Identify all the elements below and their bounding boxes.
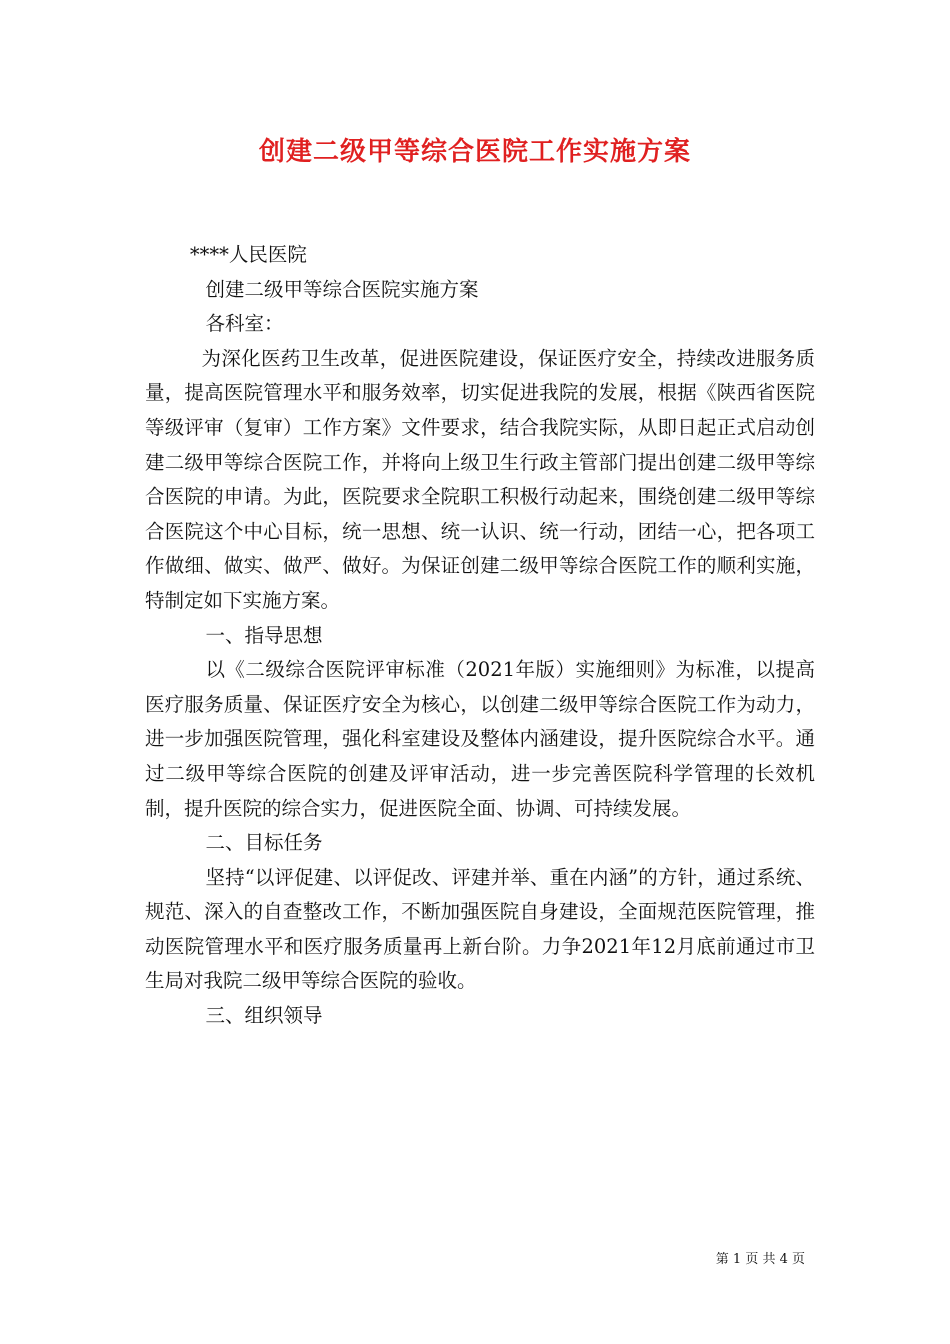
section-heading-guiding-ideology: 一、指导思想 (205, 623, 323, 647)
document-body (145, 238, 815, 1034)
hospital-name: ****人民医院 (189, 243, 307, 266)
page-number: 第 1 页 共 4 页 (715, 1252, 805, 1267)
section-text-guiding-ideology: 以《二级综合医院评审标准（2021年版）实施细则》为标准，以提高医疗服务质量、保证医疗安全为核心，以创建二级甲等综合医院工作为动力，进一步加强医院管理，强化科室建设及整体内涵建设，提升医院综合水平。通过二级甲等综合医院的创建及评审活动，进一步完善医院科学管理的长效机制，提升医院的综合实力，促进医院全面、协调、可持续发展。 (145, 658, 815, 820)
document-subtitle: 创建二级甲等综合医院实施方案 (205, 277, 479, 301)
salutation: 各科室： (205, 312, 284, 336)
section-heading-goals: 二、目标任务 (205, 831, 323, 855)
document-title: 创建二级甲等综合医院工作实施方案 (258, 137, 691, 167)
section-heading-organization: 三、组织领导 (205, 1004, 323, 1028)
intro-paragraph: 为深化医药卫生改革，促进医院建设，保证医疗安全，持续改进服务质量，提高医院管理水平和服务效率，切实促进我院的发展，根据《陕西省医院等级评审（复审）工作方案》文件要求，结合我院实际，从即日起正式启动创建二级甲等综合医院工作，并将向上级卫生行政主管部门提出创建二级甲等综合医院的申请。为此，医院要求全院职工积极行动起来，围绕创建二级甲等综合医院这个中心目标，统一思想、统一认识、统一行动，团结一心，把各项工作做细、做实、做严、做好。为保证创建二级甲等综合医院工作的顺利实施，特制定如下实施方案。 (145, 346, 815, 612)
section-text-goals: 坚持“以评促建、以评促改、评建并举、重在内涵”的方针，通过系统、规范、深入的自查整改工作，不断加强医院自身建设，全面规范医院管理，推动医院管理水平和医疗服务质量再上新台阶。力争2021年12月底前通过市卫生局对我院二级甲等综合医院的验收。 (145, 865, 815, 993)
